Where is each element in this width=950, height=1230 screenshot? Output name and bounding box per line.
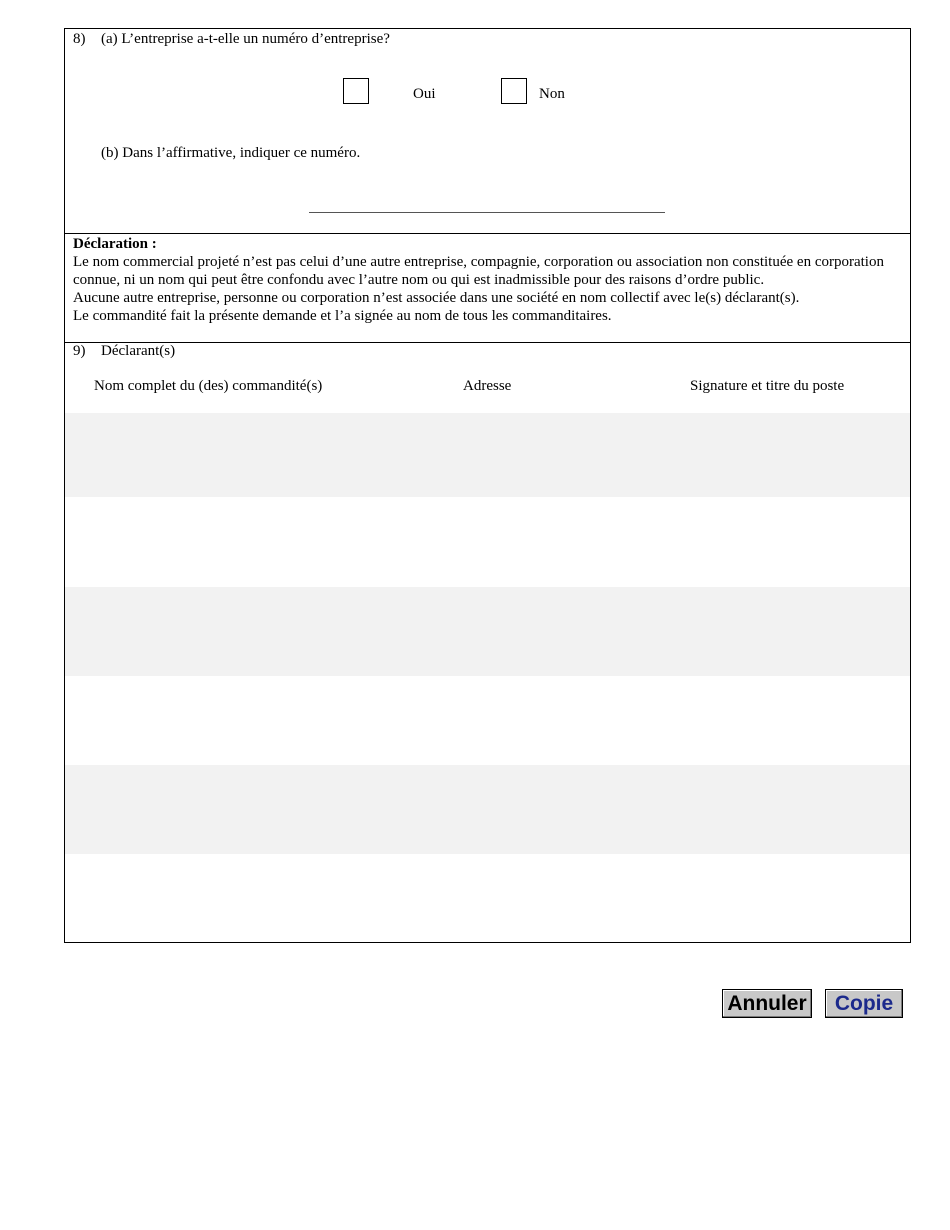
declaration-line: Aucune autre entreprise, personne ou corporation n’est associée dans une société en nom collectif avec le(s) déclarant(s). xyxy=(73,290,800,306)
form-frame xyxy=(64,28,911,943)
declarant-row[interactable] xyxy=(65,587,910,676)
question-9-number: 9) xyxy=(73,343,86,359)
non-checkbox[interactable] xyxy=(501,78,527,104)
declaration-section xyxy=(73,235,907,325)
declarant-rows xyxy=(65,413,910,942)
column-header-name: Nom complet du (des) commandité(s) xyxy=(94,378,323,394)
question-9-label: Déclarant(s) xyxy=(101,343,176,359)
declarant-row[interactable] xyxy=(65,765,910,854)
question-8-number: 8) xyxy=(73,31,86,47)
declaration-line: Le commandité fait la présente demande et l’a signée au nom de tous les commanditaires. xyxy=(73,308,612,324)
cancel-button[interactable]: Annuler xyxy=(722,989,812,1018)
declaration-line: Le nom commercial projeté n’est pas celui d’une autre entreprise, compagnie, corporation ou association non constituée en corporation connue, ni un nom qui peut être confondu avec l’autre nom ou qui est inadmissible pour des raisons d’ordre public. xyxy=(73,254,884,288)
section-divider xyxy=(65,342,910,343)
question-8a-text: (a) L’entreprise a-t-elle un numéro d’entreprise? xyxy=(101,31,390,47)
copy-button[interactable]: Copie xyxy=(825,989,903,1018)
non-label: Non xyxy=(539,86,565,102)
business-number-field[interactable] xyxy=(309,212,665,213)
declarant-row[interactable] xyxy=(65,676,910,765)
declarant-row[interactable] xyxy=(65,413,910,497)
declarant-row[interactable] xyxy=(65,497,910,587)
oui-label: Oui xyxy=(413,86,436,102)
question-8b-text: (b) Dans l’affirmative, indiquer ce numéro. xyxy=(101,145,361,161)
oui-checkbox[interactable] xyxy=(343,78,369,104)
column-header-signature: Signature et titre du poste xyxy=(690,378,845,394)
declaration-title: Déclaration : xyxy=(73,236,157,252)
declarant-row[interactable] xyxy=(65,854,910,942)
section-divider xyxy=(65,233,910,234)
column-header-address: Adresse xyxy=(463,378,512,394)
